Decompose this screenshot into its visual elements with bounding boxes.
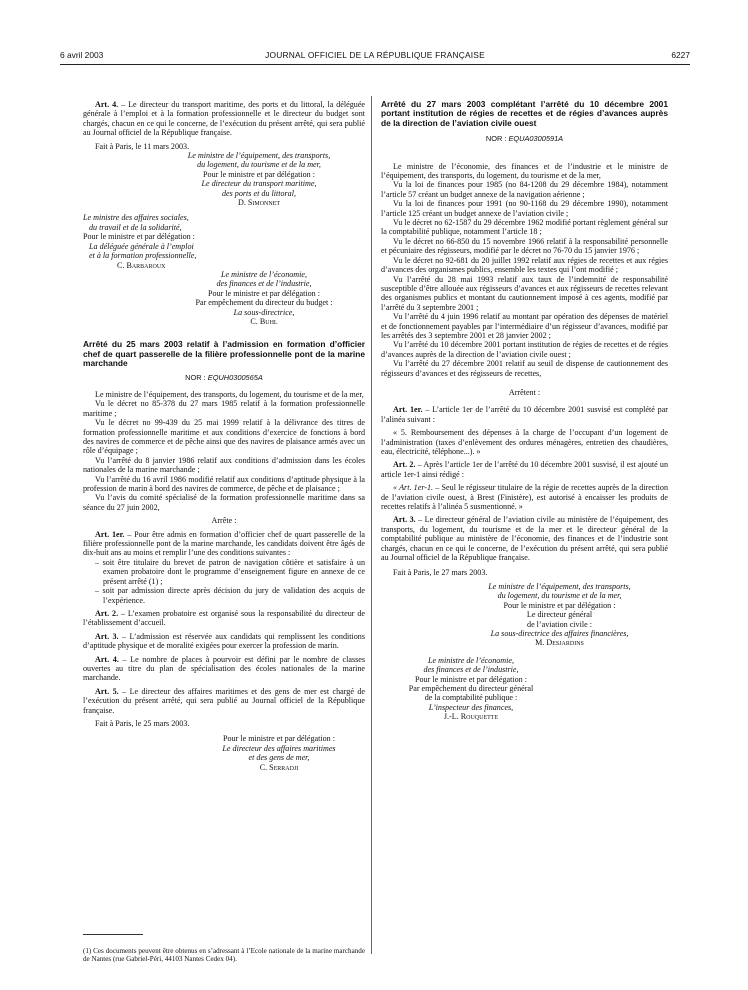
- sig-line: Pour le ministre et par délégation :: [415, 674, 527, 684]
- vu-paragraph: Vu l’avis du comité spécialisé de la formation professionnelle maritime dans sa séance du 27 juin 2002,: [83, 493, 365, 512]
- sig-line: Pour le ministre et par délégation :: [208, 288, 320, 298]
- sig-line: et des gens de mer,: [248, 753, 310, 763]
- vu-paragraph: Vu l’arrêté du 4 juin 1996 relatif au montant par opération des dépenses de matériel et de fonctionnement payables par l’intermédiaire d’un régisseur d’avances, modifié par les arrêtés des 3 septembre 2001 et 28 janvier 2002 ;: [381, 312, 668, 340]
- sig-line: La déléguée générale à l’emploi: [89, 241, 194, 251]
- article-3-paragraph: [381, 515, 668, 562]
- header-date: 6 avril 2003: [60, 50, 104, 60]
- article-2-paragraph: [381, 460, 668, 479]
- article-label: Art. 2.: [95, 608, 119, 618]
- sig-line: Le directeur des affaires maritimes: [222, 743, 336, 753]
- left-column: [83, 100, 365, 772]
- nor-reference: [83, 373, 365, 382]
- arrete-word: Arrête :: [211, 516, 237, 526]
- header-page-number: 6227: [671, 50, 690, 60]
- signatory-name: M. Desjardins: [535, 638, 584, 648]
- article-text: – Après l’article 1er de l’arrêté du 10 décembre 2001 susvisé, il est ajouté un article 1er-1 ainsi rédigé :: [381, 460, 668, 479]
- sig-line: de l’aviation civile :: [527, 619, 592, 629]
- article-text: – Le directeur du transport maritime, des ports et du littoral, la déléguée générale à l’emploi et à la formation professionnelle et le directeur du budget sont chargés, chacun en ce qui le concerne, de l’exécution du présent arrêté, qui sera publié au Journal officiel de la République française.: [83, 100, 366, 138]
- sig-line: Pour le ministre et par délégation :: [83, 232, 195, 242]
- vu-paragraph: Vu l’arrêté du 28 mai 1993 relatif aux taux de l’indemnité de responsabilité susceptible d’être allouée aux régisseurs d’avances et aux régisseurs de recettes relevant des organismes publics et montant du cautionnement imposé à ces agents, modifié par l’arrêté du 3 septembre 2001 ;: [381, 274, 668, 312]
- sig-line: Le ministre des affaires sociales,: [83, 213, 189, 223]
- condition-item: – soit par admission directe après décision du jury de validation des acquis de l’expérience.: [95, 586, 365, 605]
- intro-paragraph: Le ministre de l’équipement, des transports, du logement, du tourisme et de la mer,: [95, 389, 364, 399]
- vu-paragraph: Vu le décret no 62-1587 du 29 décembre 1962 modifié portant règlement général sur la comptabilité publique, notamment l’article 18 ;: [381, 218, 668, 237]
- signature-block-r2: [381, 656, 561, 722]
- article-label: Art. 1er.: [95, 529, 125, 539]
- nor-label: NOR :: [185, 372, 206, 382]
- arretent-word: Arrêtent :: [508, 387, 541, 397]
- signature-block-4: [193, 734, 365, 772]
- article-label: Art. 5.: [95, 686, 119, 696]
- fait-line: Fait à Paris, le 25 mars 2003.: [95, 718, 190, 728]
- sig-line: Pour le ministre et par délégation :: [203, 169, 315, 179]
- signature-block-2: [83, 213, 365, 269]
- vu-paragraph: Vu le décret no 99-439 du 25 mai 1999 relatif à la délivrance des titres de formation professionnelle maritime et aux conditions d’exercice de fonctions à bord des navires de commerce et de pêche ainsi que des navires de plaisance armés avec un rôle d’équipage ;: [83, 418, 365, 456]
- column-divider: [371, 96, 372, 954]
- vu-paragraph: Vu le décret no 92-681 du 20 juillet 1992 relatif aux régies de recettes et aux régies d’avances des organismes publics, ensemble les textes qui l’ont modifié ;: [381, 255, 668, 275]
- quoted-paragraph: « 5. Remboursement des dépenses à la charge de l’occupant d’un logement de l’administration (taxes d’enlèvement des ordures ménagères, entretien des chaudières, eau, électricité, téléphone...). »: [381, 428, 668, 456]
- article-label: Art. 4.: [95, 100, 119, 109]
- signature-block-1: [153, 151, 365, 207]
- sig-line: L’inspecteur des finances,: [428, 702, 514, 712]
- article-text: – L’examen probatoire est organisé sous la responsabilité du directeur de l’établissement d’accueil.: [83, 608, 365, 628]
- footnote-rule: [83, 934, 143, 935]
- article-4-paragraph: [83, 655, 365, 683]
- footnote: (1) Ces documents peuvent être obtenus en s’adressant à l’Ecole nationale de la marine marchande de Nantes (rue Gabriel-Péri, 44103 Nantes Cedex 04).: [83, 947, 365, 964]
- sig-line: des finances et de l’industrie,: [216, 279, 312, 289]
- fait-line: Fait à Paris, le 27 mars 2003.: [393, 568, 488, 578]
- article-label: Art. 3.: [393, 515, 416, 525]
- right-column: [381, 100, 668, 722]
- intro-paragraph: Le ministre de l’économie, des finances et de l’industrie et le ministre de l’équipement, des transports, du logement, du tourisme et de la mer,: [381, 161, 668, 181]
- arrete-title: Arrêté du 27 mars 2003 complétant l’arrêté du 10 décembre 2001 portant institution de régies de recettes et de régies d’avances auprès de la direction de l’aviation civile ouest: [381, 99, 668, 128]
- vu-paragraph: Vu le décret no 66-850 du 15 novembre 1966 relatif à la responsabilité personnelle et pécuniaire des régisseurs, modifié par le décret no 76-70 du 15 janvier 1976 ;: [381, 236, 668, 256]
- nor-value: EQUH0300565A: [207, 372, 263, 382]
- quoted-article-text: – Seul le régisseur titulaire de la régie de recettes auprès de la direction de l’aviation civile ouest, à Brest (Finistère), est autorisé à encaisser les produits de recettes relatifs à l’alinéa 5 susmentionné. »: [381, 483, 668, 512]
- signatory-name: D. Simonnet: [237, 198, 281, 208]
- nor-value: EQUA0300591A: [508, 134, 564, 144]
- signatory-name: C. Buhl: [250, 316, 278, 326]
- fait-line: Fait à Paris, le 11 mars 2003.: [95, 141, 190, 151]
- signatory-name: C. Serradji: [259, 762, 299, 772]
- sig-line: du logement, du tourisme et de la mer,: [197, 160, 321, 170]
- article-text: – Le directeur des affaires maritimes et des gens de mer est chargé de l’exécution du présent arrêté, qui sera publié au Journal officiel de la République française.: [83, 686, 365, 715]
- sig-line: Par empêchement du directeur général: [408, 683, 534, 693]
- sig-line: du travail et de la solidarité,: [89, 222, 182, 232]
- article-label: Art. 4.: [95, 654, 119, 664]
- vu-paragraph: Vu l’arrêté du 8 janvier 1986 relatif aux conditions d’admission dans les écoles nationales de la marine marchande ;: [83, 455, 365, 475]
- signature-block-r1: [451, 582, 668, 648]
- article-label: Art. 3.: [95, 631, 119, 641]
- article-5-paragraph: [83, 687, 365, 715]
- signatory-name: C. Barbaroux: [117, 260, 166, 270]
- sig-line: Le ministre de l’économie,: [220, 269, 307, 279]
- sig-line: du logement, du tourisme et de la mer,: [497, 591, 622, 601]
- article-4-paragraph: [83, 100, 365, 138]
- article-1-paragraph: [83, 530, 365, 558]
- nor-label: NOR :: [485, 134, 507, 144]
- signatory-name: J.-L. Rouquette: [443, 712, 499, 722]
- header-rule: [60, 64, 690, 65]
- arrete-title: Arrêté du 25 mars 2003 relatif à l’admission en formation d’officier chef de quart passerelle de la filière professionnelle pont de la marine marchande: [83, 339, 365, 369]
- quoted-article-label: « Art. 1er-1.: [393, 483, 434, 493]
- sig-line: et à la formation professionnelle,: [89, 251, 197, 261]
- header-journal-title: JOURNAL OFFICIEL DE LA RÉPUBLIQUE FRANÇAISE: [265, 50, 485, 60]
- article-text: – L’admission est réservée aux candidats qui remplissent les conditions d’aptitude physique et de moralité exigées pour exercer la profession de marin.: [83, 631, 365, 651]
- sig-line: Le directeur général: [526, 610, 593, 620]
- sig-line: Le ministre de l’équipement, des transports,: [488, 581, 631, 591]
- nor-reference: [381, 134, 668, 143]
- article-text: – Pour être admis en formation d’officier chef de quart passerelle de la filière professionnelle pont de la marine marchande, les candidats doivent être âgés de dix-huit ans au moins et remplir l’une des conditions suivantes :: [83, 529, 365, 558]
- article-1-paragraph: [381, 405, 668, 424]
- sig-line: Pour le ministre et par délégation :: [503, 600, 616, 610]
- vu-paragraph: Vu le décret no 85-378 du 27 mars 1985 relatif à la formation professionnelle maritime ;: [83, 399, 365, 418]
- page-header: [60, 50, 690, 64]
- sig-line: La sous-directrice des affaires financières,: [490, 628, 629, 638]
- article-2-paragraph: [83, 609, 365, 628]
- vu-paragraph: Vu l’arrêté du 27 décembre 2001 relatif au seuil de dispense de cautionnement des régisseurs d’avances et des régisseurs de recettes,: [381, 359, 668, 378]
- quoted-article: [381, 483, 668, 511]
- sig-line: Par empêchement du directeur du budget :: [195, 298, 333, 308]
- vu-paragraph: Vu la loi de finances pour 1991 (no 90-1168 du 29 décembre 1990), notamment l’article 125 créant un budget annexe de l’aviation civile ;: [381, 199, 668, 218]
- sig-line: Le directeur du transport maritime,: [201, 179, 317, 189]
- article-label: Art. 2.: [393, 460, 416, 470]
- vu-paragraph: Vu l’arrêté du 10 décembre 2001 portant institution de régies de recettes et de régies d’avances auprès de la direction de l’aviation civile ouest ;: [381, 340, 668, 359]
- article-text: – Le directeur général de l’aviation civile au ministère de l’équipement, des transports, du logement, du tourisme et de la mer et le directeur général de la comptabilité publique au ministère de l’économie, des finances et de l’industrie sont chargés, chacun en ce qui le concerne, de l’exécution du présent arrêté, qui sera publié au Journal officiel de la République française.: [381, 515, 668, 563]
- condition-item: – soit être titulaire du brevet de patron de navigation côtière et satisfaire à un examen probatoire dont le programme d’enseignement figure en annexe de ce présent arrêté (1) ;: [95, 557, 365, 586]
- vu-paragraph: Vu la loi de finances pour 1985 (no 84-1208 du 29 décembre 1984), notamment l’article 57 créant un budget annexe de la navigation aérienne ;: [381, 180, 668, 199]
- sig-line: des finances et de l’industrie,: [423, 665, 519, 675]
- article-text: – Le nombre de places à pourvoir est défini par le nombre de classes ouvertes au titre du plan de spécialisation des écoles nationales de la marine marchande.: [83, 654, 365, 683]
- sig-line: La sous-directrice,: [233, 307, 295, 317]
- sig-line: Le ministre de l’économie,: [427, 655, 514, 665]
- article-3-paragraph: [83, 632, 365, 651]
- vu-paragraph: Vu l’arrêté du 16 avril 1986 modifié relatif aux conditions d’aptitude physique à la profession de marin à bord des navires de commerce, de pêche et de plaisance ;: [83, 474, 365, 494]
- sig-line: Pour le ministre et par délégation :: [223, 734, 335, 744]
- sig-line: Le ministre de l’équipement, des transports,: [187, 151, 331, 161]
- sig-line: de la comptabilité publique :: [424, 693, 518, 703]
- signature-block-3: [163, 270, 365, 326]
- article-label: Art. 1er.: [393, 405, 423, 415]
- article-text: – L’article 1er de l’arrêté du 10 décembre 2001 susvisé est complété par l’alinéa suivant :: [381, 405, 668, 424]
- sig-line: des ports et du littoral,: [222, 188, 296, 198]
